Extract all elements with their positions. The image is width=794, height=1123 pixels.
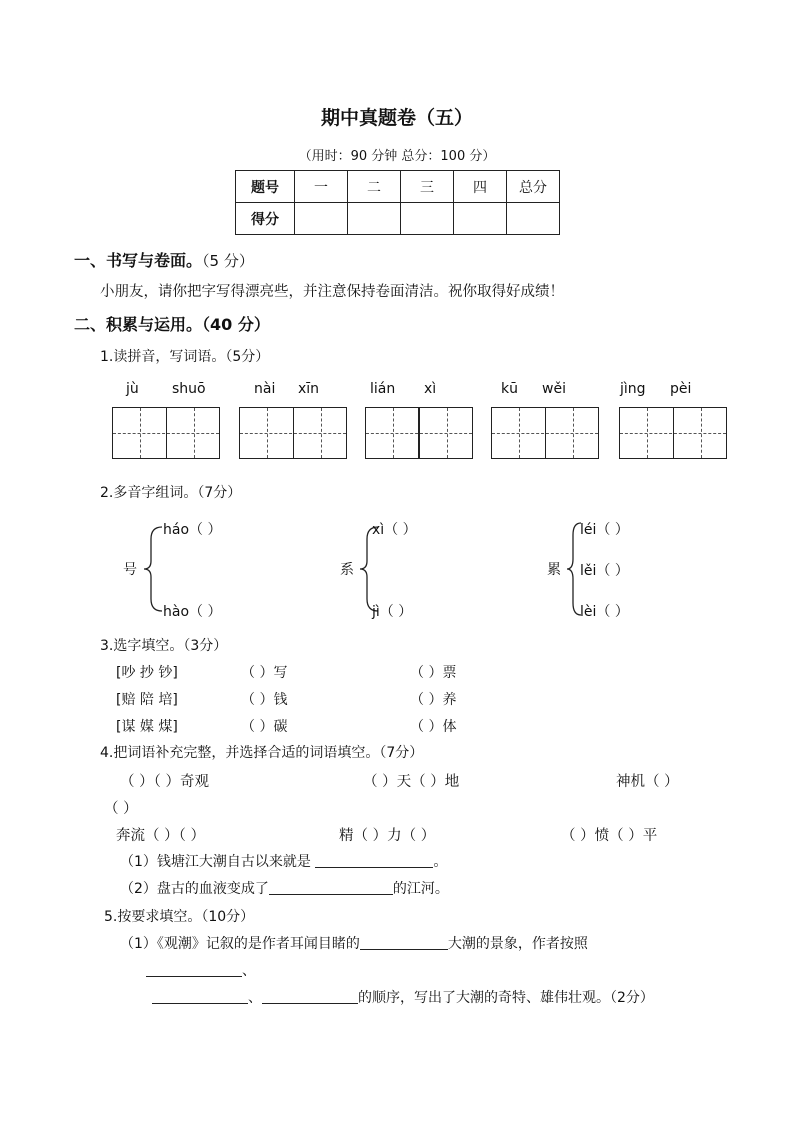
answer-line[interactable]	[315, 852, 433, 868]
writing-grid[interactable]	[239, 407, 347, 459]
polyphone-reading[interactable]: xì（ ）	[372, 522, 417, 538]
pinyin: wěi	[542, 381, 566, 397]
q5-line-1	[120, 933, 588, 953]
section-2-title: 二、积累与运用。	[74, 315, 203, 334]
blank-item[interactable]: （ ）体	[410, 719, 457, 735]
sentence-text: 大潮的景象，作者按照	[447, 936, 588, 952]
q4-sentence-1	[120, 851, 447, 871]
score-table-score-row	[236, 203, 560, 235]
pinyin: jù	[126, 381, 139, 397]
sentence-text: （1）钱塘江大潮自古以来就是	[120, 854, 311, 870]
polyphone-char: 系	[340, 562, 354, 578]
section-2-points: （40 分）	[202, 315, 270, 334]
idiom-blank[interactable]: 神机（ ）	[616, 774, 679, 790]
writing-grid[interactable]	[619, 407, 727, 459]
section-2-heading	[74, 312, 270, 335]
polyphone-char: 号	[123, 562, 137, 578]
answer-line[interactable]	[262, 988, 358, 1004]
sentence-text: （1）《观潮》记叙的是作者耳闻目睹的	[120, 936, 360, 952]
answer-line[interactable]	[360, 934, 448, 950]
polyphone-reading[interactable]: léi（ ）	[580, 522, 629, 538]
score-cell: 一	[295, 171, 348, 203]
blank-item[interactable]: （ ）碳	[241, 719, 288, 735]
blank-item[interactable]: （ ）票	[410, 665, 457, 681]
q4-title: 4.把词语补充完整，并选择合适的词语填空。（7分）	[100, 745, 424, 761]
q2-title: 2.多音字组词。（7分）	[100, 485, 242, 501]
choice-set: [吵 抄 钞]	[116, 665, 178, 681]
score-table	[235, 170, 560, 235]
polyphone-reading[interactable]: hào（ ）	[163, 604, 222, 620]
pinyin: jìng	[620, 381, 646, 397]
score-input-cell[interactable]	[295, 203, 348, 235]
score-cell: 三	[401, 171, 454, 203]
brace-icon	[142, 525, 164, 613]
polyphone-reading[interactable]: háo（ ）	[163, 522, 222, 538]
score-input-cell[interactable]	[401, 203, 454, 235]
pinyin: shuō	[172, 381, 206, 397]
choice-set: [赔 陪 培]	[116, 692, 178, 708]
polyphone-reading[interactable]: lèi（ ）	[580, 604, 629, 620]
answer-line[interactable]	[269, 879, 393, 895]
q1-title: 1.读拼音，写词语。（5分）	[100, 349, 270, 365]
section-1-heading	[74, 248, 254, 271]
sentence-text: 的江河。	[392, 881, 449, 897]
score-cell: 总分	[507, 171, 560, 203]
sentence-text: 。	[433, 854, 448, 870]
section-1-points: （5 分）	[202, 252, 254, 270]
q5-line-3	[152, 987, 654, 1007]
blank-item[interactable]: （ ）写	[241, 665, 288, 681]
pinyin: xì	[424, 381, 437, 397]
idiom-blank[interactable]: （ ）天（ ）地	[363, 774, 460, 790]
idiom-blank[interactable]: （ ）（ ）奇观	[120, 774, 209, 790]
writing-grid[interactable]	[112, 407, 220, 459]
writing-grid[interactable]	[491, 407, 599, 459]
pinyin: lián	[370, 381, 396, 397]
answer-line[interactable]	[152, 988, 248, 1004]
answer-line[interactable]	[146, 961, 242, 977]
sentence-text: （2）盘古的血液变成了	[120, 881, 269, 897]
idiom-blank[interactable]: 精（ ）力（ ）	[339, 828, 436, 844]
idiom-blank[interactable]: （ ）	[104, 801, 138, 817]
exam-info: （用时：90 分钟 总分：100 分）	[298, 149, 496, 164]
score-table-header-row	[236, 171, 560, 203]
section-1-title: 一、书写与卷面。	[74, 251, 203, 270]
sentence-text: 、	[248, 990, 262, 1006]
choice-set: [谋 媒 煤]	[116, 719, 178, 735]
pinyin: nài	[254, 381, 276, 397]
q5-title: 5.按要求填空。（10分）	[104, 909, 255, 925]
polyphone-reading[interactable]: lěi（ ）	[580, 563, 629, 579]
idiom-blank[interactable]: 奔流（ ）（ ）	[116, 828, 205, 844]
score-input-cell[interactable]	[507, 203, 560, 235]
score-input-cell[interactable]	[348, 203, 401, 235]
pinyin: pèi	[670, 381, 692, 397]
score-cell: 二	[348, 171, 401, 203]
score-input-cell[interactable]	[454, 203, 507, 235]
pinyin: kū	[501, 381, 518, 397]
score-cell: 题号	[236, 171, 295, 203]
idiom-blank[interactable]: （ ）愤（ ）平	[561, 828, 658, 844]
q4-sentence-2	[120, 878, 449, 898]
sentence-text: 、	[242, 963, 256, 979]
score-cell: 四	[454, 171, 507, 203]
sentence-text: 的顺序，写出了大潮的奇特、雄伟壮观。（2分）	[358, 990, 654, 1006]
blank-item[interactable]: （ ）钱	[241, 692, 288, 708]
q5-line-2	[146, 960, 256, 980]
section-1-text: 小朋友，请你把字写得漂亮些，并注意保持卷面清洁。祝你取得好成绩！	[100, 284, 564, 300]
page-title: 期中真题卷（五）	[320, 107, 473, 129]
polyphone-reading[interactable]: jì（ ）	[372, 604, 413, 620]
polyphone-char: 累	[547, 562, 561, 578]
writing-grid[interactable]	[365, 407, 473, 459]
score-cell: 得分	[236, 203, 295, 235]
blank-item[interactable]: （ ）养	[410, 692, 457, 708]
q3-title: 3.选字填空。（3分）	[100, 638, 228, 654]
pinyin: xīn	[298, 381, 320, 397]
